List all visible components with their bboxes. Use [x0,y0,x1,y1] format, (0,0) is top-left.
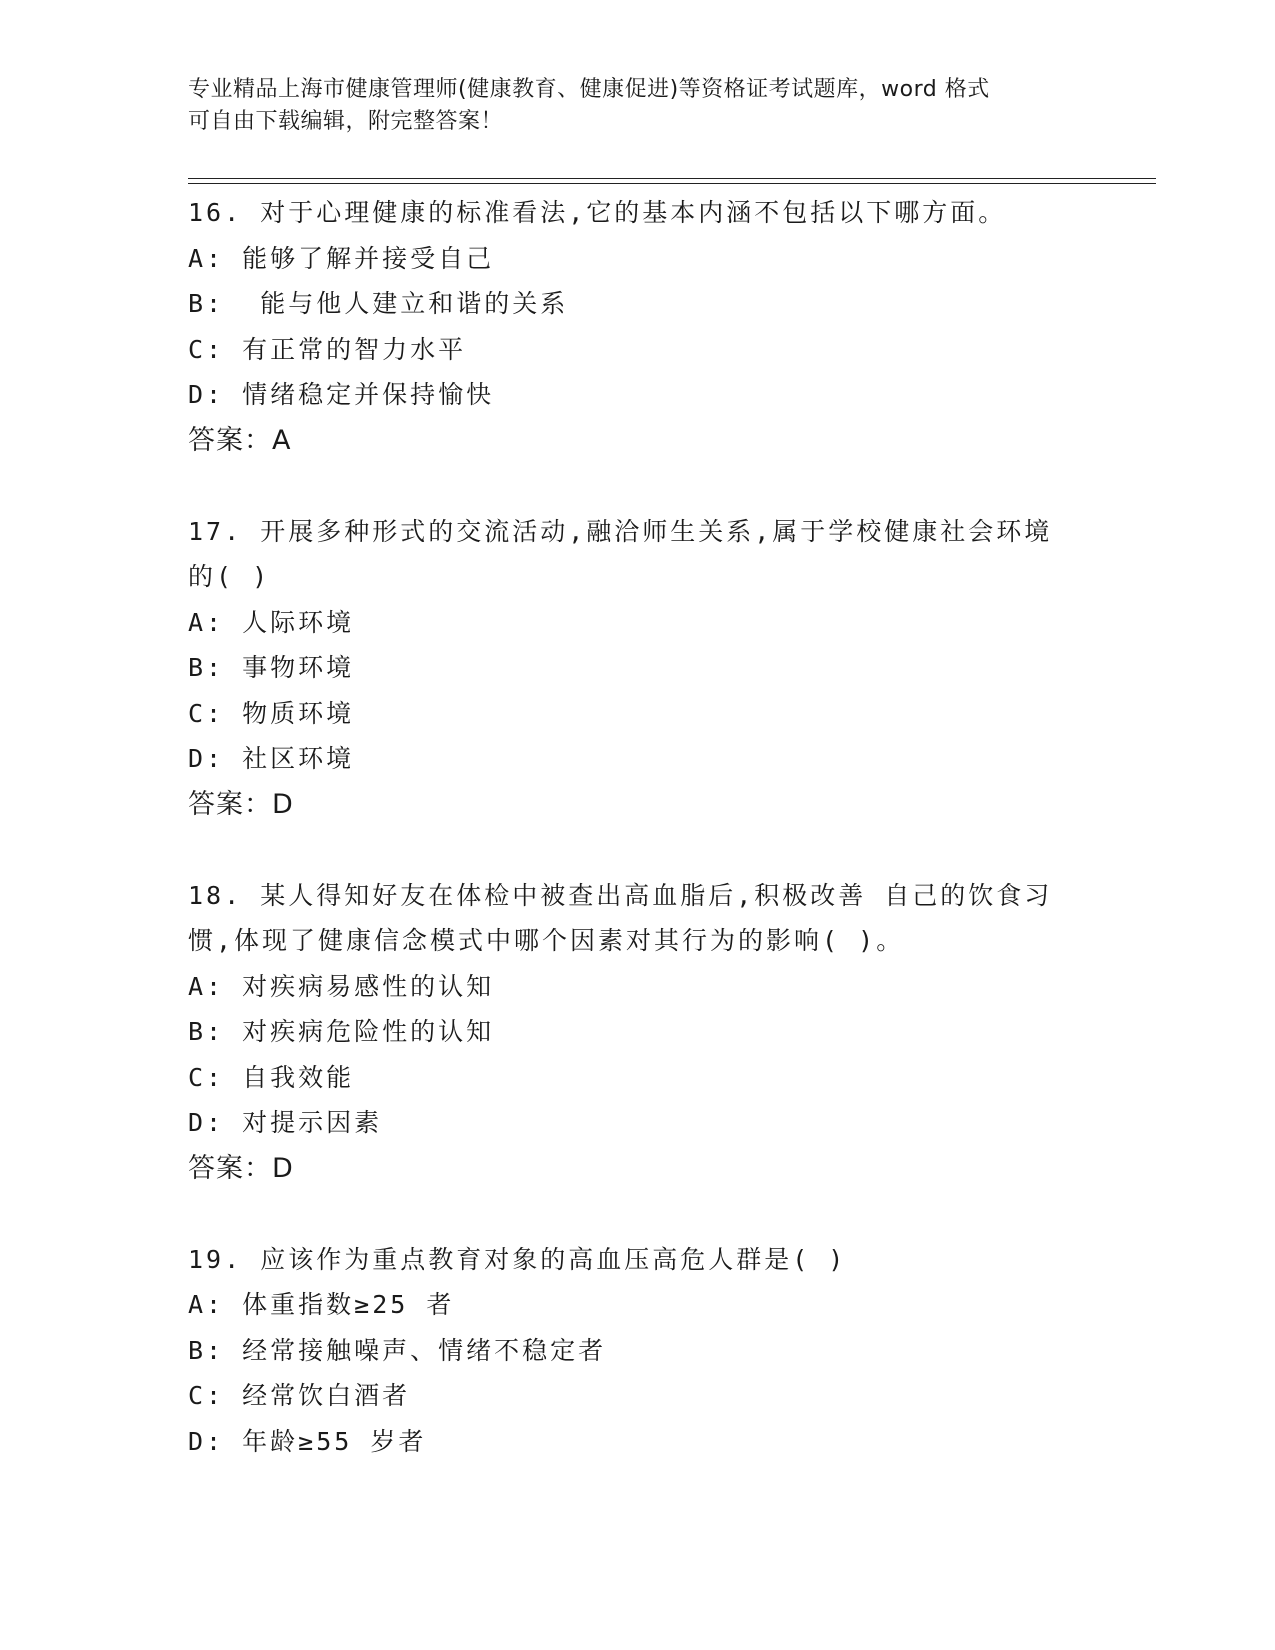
question-17 [188,509,1088,828]
question-stem: 16. 对于心理健康的标准看法,它的基本内涵不包括以下哪方面。 [188,198,1007,227]
question-spacer [188,827,1088,873]
question-spacer [188,463,1088,509]
option-a: A: 对疾病易感性的认知 [188,971,495,1001]
option-c: C: 经常饮白酒者 [188,1381,411,1410]
question-stem: 19. 应该作为重点教育对象的高血压高危人群是( ) [188,1244,847,1274]
option-b: B: 能与他人建立和谐的关系 [188,289,569,318]
option-c: C: 物质环境 [188,698,355,728]
option-a: A: 人际环境 [188,607,355,637]
option-d: D: 社区环境 [188,744,355,773]
option-b: B: 对疾病危险性的认知 [188,1017,495,1046]
option-b: B: 经常接触噪声、情绪不稳定者 [188,1335,607,1365]
header-rule-bottom [188,183,1156,184]
header-line-2: 可自由下载编辑，附完整答案！ [188,109,504,134]
question-spacer [188,1191,1088,1237]
option-a: A: 能够了解并接受自己 [188,243,495,273]
option-a: A: 体重指数≥25 者 [188,1290,455,1319]
header-line-1: 专业精品上海市健康管理师(健康教育、健康促进)等资格证考试题库，word 格式 [188,77,990,102]
option-c: C: 自我效能 [188,1062,355,1092]
question-16 [188,190,1088,463]
question-stem: 17. 开展多种形式的交流活动,融洽师生关系,属于学校健康社会环境 [188,516,1053,546]
option-d: D: 情绪稳定并保持愉快 [188,380,495,409]
question-19 [188,1237,1088,1465]
answer: 答案：D [188,788,294,820]
answer: 答案：D [188,1152,294,1184]
option-d: D: 年龄≥55 岁者 [188,1426,427,1456]
question-stem-continued: 的( ) [188,562,271,591]
option-b: B: 事物环境 [188,653,355,682]
page-header [188,74,1088,138]
question-18 [188,873,1088,1192]
answer: 答案：A [188,424,292,456]
option-d: D: 对提示因素 [188,1108,383,1137]
header-rule-top [188,178,1156,179]
question-stem: 18. 某人得知好友在体检中被查出高血脂后,积极改善 自己的饮食习 [188,880,1053,910]
option-c: C: 有正常的智力水平 [188,334,467,364]
question-list [188,190,1088,1464]
question-stem-continued: 惯,体现了健康信念模式中哪个因素对其行为的影响( )。 [188,926,905,955]
